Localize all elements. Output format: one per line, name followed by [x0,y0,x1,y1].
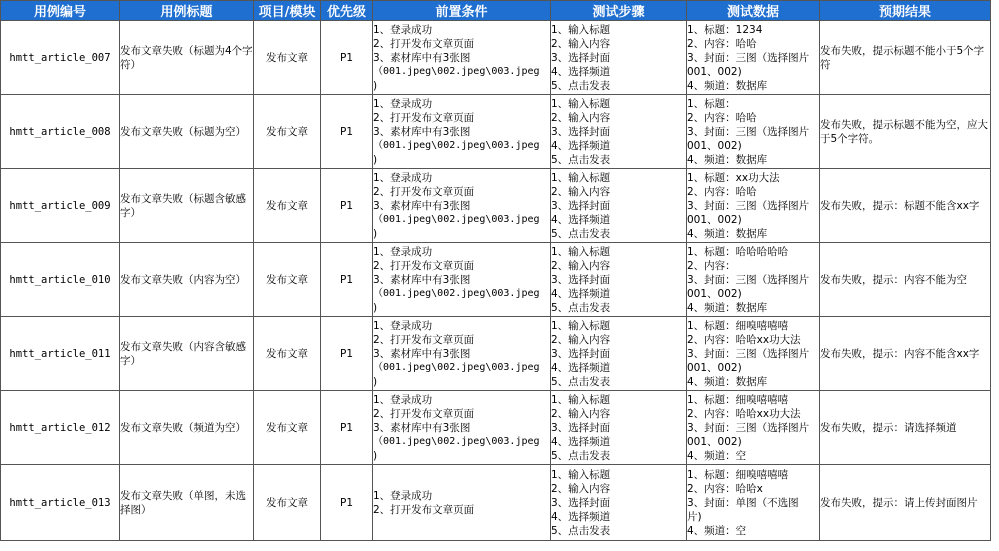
precondition-line: （001.jpeg\002.jpeg\003.jpeg [373,213,540,225]
step-line: 1、输入标题 [551,23,611,36]
precondition-line: 1、登录成功 [373,23,433,36]
step-line: 4、选择频道 [551,65,611,78]
case-title: 发布文章失败（标题为4个字符） [120,44,253,71]
data-line: 1、标题：哈哈哈哈哈 [687,245,789,258]
case-priority: P1 [339,273,353,286]
cell-steps[interactable] [551,95,687,169]
data-line: 2、内容：哈哈 [687,185,757,198]
cell-preconditions[interactable] [373,21,551,95]
step-line: 5、点击发表 [551,301,611,314]
precondition-line: 3、素材库中有3张图 [373,421,471,434]
step-line: 1、输入标题 [551,319,611,332]
cell-id[interactable] [1,317,120,391]
cell-priority[interactable] [321,95,373,169]
precondition-line: （001.jpeg\002.jpeg\003.jpeg [373,361,540,373]
data-line: 1、标题：1234 [687,23,763,36]
cell-module[interactable] [254,391,321,465]
case-expected: 发布失败，提示：内容不能为空 [820,273,967,286]
data-line: 1、标题：细嗅嘻嘻嘻 [687,393,789,406]
header-module[interactable]: 项目/模块 [254,1,321,21]
data-line: 1、标题：细嗅嘻嘻嘻 [687,319,789,332]
precondition-line: （001.jpeg\002.jpeg\003.jpeg [373,139,540,151]
case-title: 发布文章失败（标题为空） [120,125,246,138]
cell-module[interactable] [254,317,321,391]
case-priority: P1 [339,199,353,212]
cell-priority[interactable] [321,391,373,465]
step-line: 3、选择封面 [551,421,611,434]
cell-priority[interactable] [321,243,373,317]
step-line: 4、选择频道 [551,361,611,374]
cell-steps[interactable] [551,243,687,317]
cell-title[interactable] [120,95,254,169]
case-expected: 发布失败，提示：标题不能含xx字 [820,199,980,212]
step-line: 3、选择封面 [551,496,611,509]
cell-id[interactable] [1,95,120,169]
precondition-line: 1、登录成功 [373,245,433,258]
case-id: hmtt_article_008 [9,125,111,138]
precondition-line: ) [373,79,378,92]
step-line: 2、输入内容 [551,407,611,420]
case-id: hmtt_article_010 [9,273,111,286]
data-line: 2、内容：哈哈x [687,482,763,495]
cell-steps[interactable] [551,317,687,391]
step-line: 3、选择封面 [551,51,611,64]
cell-data[interactable] [687,243,820,317]
case-id: hmtt_article_007 [9,51,111,64]
case-module: 发布文章 [266,421,308,434]
data-line: 3、封面：三图（选择图片 [687,199,810,212]
cell-id[interactable] [1,391,120,465]
precondition-line: 3、素材库中有3张图 [373,347,471,360]
precondition-line: 1、登录成功 [373,171,433,184]
header-id[interactable]: 用例编号 [1,1,120,21]
cell-expected[interactable] [820,95,991,169]
cell-preconditions[interactable] [373,95,551,169]
case-priority: P1 [339,421,353,434]
step-line: 3、选择封面 [551,347,611,360]
case-module: 发布文章 [266,496,308,509]
precondition-line: （001.jpeg\002.jpeg\003.jpeg [373,435,540,447]
cell-title[interactable] [120,243,254,317]
table-row[interactable] [1,317,991,391]
precondition-line: 1、登录成功 [373,393,433,406]
cell-expected[interactable] [820,21,991,95]
step-line: 4、选择频道 [551,510,611,523]
data-line: 001、002) [687,139,742,152]
header-row [1,1,991,21]
data-line: 1、标题： [687,97,736,110]
data-line: 001、002) [687,213,742,226]
table-row[interactable] [1,169,991,243]
step-line: 3、选择封面 [551,199,611,212]
data-line: 3、封面：三图（选择图片 [687,51,810,64]
step-line: 1、输入标题 [551,97,611,110]
case-module: 发布文章 [266,273,308,286]
step-line: 2、输入内容 [551,185,611,198]
case-expected: 发布失败，提示：请上传封面图片 [820,496,978,509]
cell-priority[interactable] [321,21,373,95]
data-line: 1、标题：xx功大法 [687,171,780,184]
precondition-line: ) [373,153,378,166]
cell-module[interactable] [254,21,321,95]
case-priority: P1 [339,347,353,360]
precondition-line: ) [373,301,378,314]
cell-preconditions[interactable] [373,391,551,465]
case-module: 发布文章 [266,347,308,360]
step-line: 3、选择封面 [551,273,611,286]
data-line: 2、内容： [687,259,736,272]
data-line: 4、频道：数据库 [687,375,768,388]
cell-steps[interactable] [551,465,687,541]
step-line: 2、输入内容 [551,111,611,124]
cell-expected[interactable] [820,317,991,391]
cell-title[interactable] [120,465,254,541]
case-expected: 发布失败，提示标题不能为空，应大于5个字符。 [820,118,988,145]
header-steps[interactable]: 测试步骤 [551,1,687,21]
cell-data[interactable] [687,21,820,95]
step-line: 5、点击发表 [551,227,611,240]
cell-expected[interactable] [820,465,991,541]
data-line: 2、内容：哈哈 [687,111,757,124]
cell-preconditions[interactable] [373,465,551,541]
step-line: 5、点击发表 [551,153,611,166]
precondition-line: ) [373,449,378,462]
cell-expected[interactable] [820,169,991,243]
precondition-line: 3、素材库中有3张图 [373,125,471,138]
cell-priority[interactable] [321,317,373,391]
precondition-line: ) [373,227,378,240]
precondition-line: ) [373,375,378,388]
precondition-line: 2、打开发布文章页面 [373,333,475,346]
table-row[interactable] [1,243,991,317]
precondition-line: （001.jpeg\002.jpeg\003.jpeg [373,287,540,299]
header-expected[interactable]: 预期结果 [820,1,991,21]
data-line: 4、频道：数据库 [687,79,768,92]
step-line: 1、输入标题 [551,245,611,258]
case-title: 发布文章失败（标题含敏感字） [120,192,246,219]
precondition-line: 3、素材库中有3张图 [373,273,471,286]
case-title: 发布文章失败（内容含敏感字） [120,340,246,367]
data-line: 2、内容：哈哈xx功大法 [687,333,801,346]
step-line: 2、输入内容 [551,333,611,346]
case-module: 发布文章 [266,51,308,64]
step-line: 5、点击发表 [551,79,611,92]
step-line: 2、输入内容 [551,259,611,272]
cell-id[interactable] [1,465,120,541]
step-line: 5、点击发表 [551,524,611,537]
cell-module[interactable] [254,243,321,317]
cell-priority[interactable] [321,465,373,541]
cell-title[interactable] [120,391,254,465]
data-line: 2、内容：哈哈 [687,37,757,50]
cell-module[interactable] [254,95,321,169]
data-line: 001、002) [687,65,742,78]
table-row[interactable] [1,21,991,95]
data-line: 1、标题：细嗅嘻嘻嘻 [687,468,789,481]
cell-id[interactable] [1,243,120,317]
cell-data[interactable] [687,95,820,169]
data-line: 001、002) [687,287,742,300]
case-module: 发布文章 [266,125,308,138]
step-line: 3、选择封面 [551,125,611,138]
header-title[interactable]: 用例标题 [120,1,254,21]
cell-expected[interactable] [820,243,991,317]
cell-steps[interactable] [551,21,687,95]
step-line: 2、输入内容 [551,482,611,495]
data-line: 4、频道：数据库 [687,153,768,166]
cell-expected[interactable] [820,391,991,465]
case-priority: P1 [339,496,353,509]
cell-preconditions[interactable] [373,169,551,243]
header-data[interactable]: 测试数据 [687,1,820,21]
cell-preconditions[interactable] [373,243,551,317]
precondition-line: 1、登录成功 [373,319,433,332]
step-line: 1、输入标题 [551,171,611,184]
cell-module[interactable] [254,465,321,541]
cell-steps[interactable] [551,169,687,243]
precondition-line: 3、素材库中有3张图 [373,51,471,64]
precondition-line: 1、登录成功 [373,489,433,502]
case-id: hmtt_article_011 [9,347,111,360]
table-row[interactable] [1,391,991,465]
data-line: 4、频道：数据库 [687,227,768,240]
data-line: 3、封面：三图（选择图片 [687,421,810,434]
cell-preconditions[interactable] [373,317,551,391]
cell-module[interactable] [254,169,321,243]
step-line: 5、点击发表 [551,449,611,462]
case-expected: 发布失败，提示：请选择频道 [820,421,957,434]
data-line: 2、内容：哈哈xx功大法 [687,407,801,420]
data-line: 3、封面：单图（不选图 [687,496,799,509]
step-line: 4、选择频道 [551,213,611,226]
step-line: 1、输入标题 [551,468,611,481]
header-priority[interactable]: 优先级 [321,1,373,21]
case-id: hmtt_article_009 [9,199,111,212]
precondition-line: 2、打开发布文章页面 [373,111,475,124]
data-line: 001、002) [687,361,742,374]
header-preconditions[interactable]: 前置条件 [373,1,551,21]
case-id: hmtt_article_013 [9,496,111,509]
precondition-line: 3、素材库中有3张图 [373,199,471,212]
cell-title[interactable] [120,21,254,95]
precondition-line: （001.jpeg\002.jpeg\003.jpeg [373,65,540,77]
case-title: 发布文章失败（频道为空） [120,421,246,434]
cell-data[interactable] [687,317,820,391]
step-line: 1、输入标题 [551,393,611,406]
data-line: 001、002) [687,435,742,448]
precondition-line: 2、打开发布文章页面 [373,407,475,420]
cell-steps[interactable] [551,391,687,465]
data-line: 4、频道：空 [687,449,747,462]
cell-priority[interactable] [321,169,373,243]
case-priority: P1 [339,125,353,138]
cell-data[interactable] [687,465,820,541]
precondition-line: 2、打开发布文章页面 [373,185,475,198]
step-line: 4、选择频道 [551,287,611,300]
table-row[interactable] [1,95,991,169]
data-line: 4、频道：空 [687,524,747,537]
case-id: hmtt_article_012 [9,421,111,434]
case-priority: P1 [339,51,353,64]
data-line: 3、封面：三图（选择图片 [687,125,810,138]
data-line: 片) [687,510,702,523]
precondition-line: 2、打开发布文章页面 [373,37,475,50]
table-row[interactable] [1,465,991,541]
precondition-line: 2、打开发布文章页面 [373,259,475,272]
step-line: 4、选择频道 [551,139,611,152]
step-line: 4、选择频道 [551,435,611,448]
case-title: 发布文章失败（单图，未选择图） [120,489,246,516]
data-line: 3、封面：三图（选择图片 [687,273,810,286]
cell-title[interactable] [120,169,254,243]
step-line: 2、输入内容 [551,37,611,50]
case-module: 发布文章 [266,199,308,212]
cell-id[interactable] [1,21,120,95]
cell-data[interactable] [687,391,820,465]
case-expected: 发布失败，提示标题不能小于5个字符 [820,44,985,71]
cell-title[interactable] [120,317,254,391]
precondition-line: 1、登录成功 [373,97,433,110]
data-line: 3、封面：三图（选择图片 [687,347,810,360]
case-expected: 发布失败，提示：内容不能含xx字 [820,347,980,360]
cell-id[interactable] [1,169,120,243]
step-line: 5、点击发表 [551,375,611,388]
case-title: 发布文章失败（内容为空） [120,273,246,286]
cell-data[interactable] [687,169,820,243]
precondition-line: 2、打开发布文章页面 [373,503,475,516]
data-line: 4、频道：数据库 [687,301,768,314]
